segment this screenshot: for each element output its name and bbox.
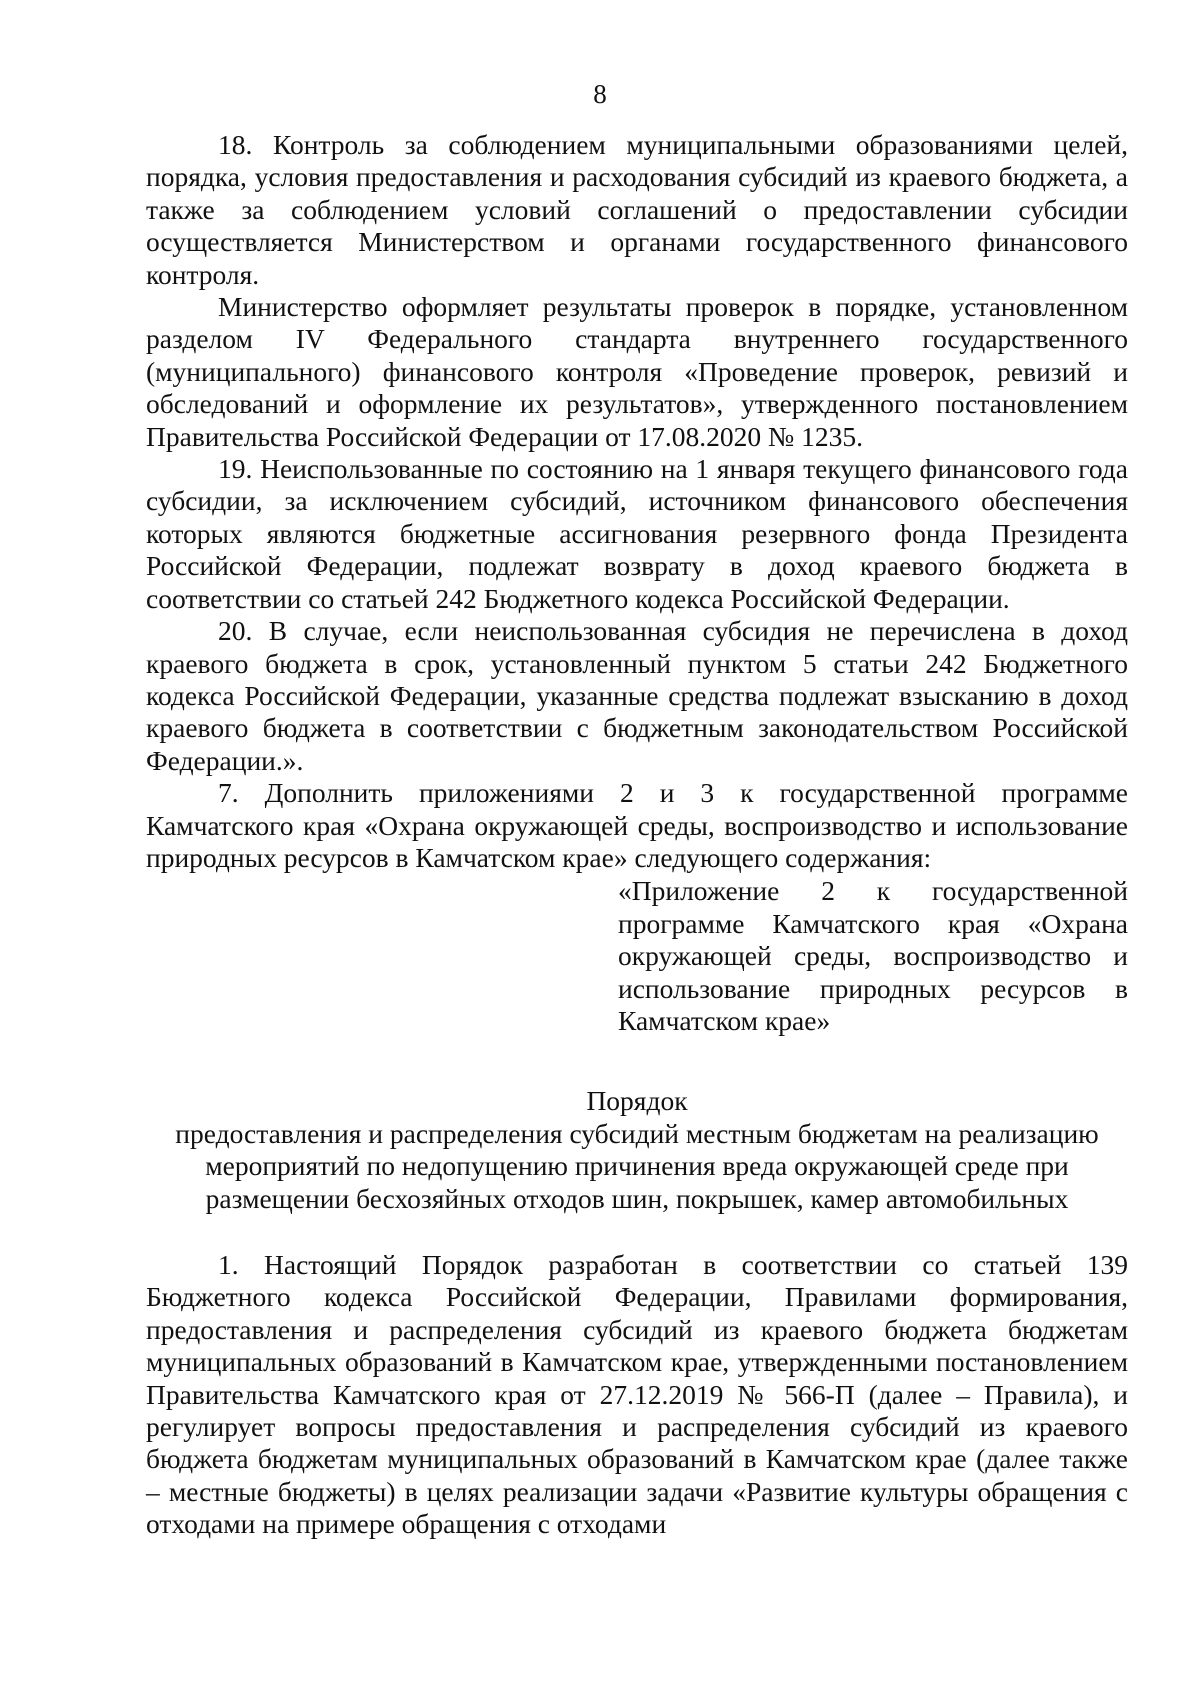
title-line-2: мероприятий по недопущению причинения вреда окружающей среде при: [205, 1150, 1069, 1182]
paragraph-18: 18. Контроль за соблюдением муниципальными образованиями целей, порядка, условия предоставления и расходования субсидий из краевого бюджета, а также за соблюдением условий соглашений о предоставлении субсидии осуществляется Министерством и органами государственного финансового контроля.: [146, 129, 1128, 290]
page-number: 8: [593, 79, 607, 109]
paragraph-20: 20. В случае, если неиспользованная субсидия не перечислена в доход краевого бюджета в срок, установленный пунктом 5 статьи 242 Бюджетного кодекса Российской Федерации, указанные средства подлежат взысканию в доход краевого бюджета в соответствии с бюджетным законодательством Российской Федерации.».: [146, 615, 1128, 776]
paragraph-18-continued: Министерство оформляет результаты проверок в порядке, установленном разделом IV Федерального стандарта внутреннего государственного (муниципального) финансового контроля «Проведение проверок, ревизий и обследований и оформление их результатов», утвержденного постановлением Правительства Российской Федерации от 17.08.2020 № 1235.: [146, 291, 1128, 452]
title-main: Порядок: [586, 1085, 688, 1117]
section-paragraph-1: 1. Настоящий Порядок разработан в соответствии со статьей 139 Бюджетного кодекса Российской Федерации, Правилами формирования, предоставления и распределения субсидий из краевого бюджета бюджетам муниципальных образований в Камчатском крае, утвержденными постановлением Правительства Камчатского края от 27.12.2019 № 566-П (далее – Правила), и регулирует вопросы предоставления и распределения субсидий из краевого бюджета бюджетам муниципальных образований в Камчатском крае (далее также – местные бюджеты) в целях реализации задачи «Развитие культуры обращения с отходами на примере обращения с отходами: [146, 1249, 1128, 1540]
paragraph-19: 19. Неиспользованные по состоянию на 1 января текущего финансового года субсидии, за исключением субсидий, источником финансового обеспечения которых являются бюджетные ассигнования резервного фонда Президента Российской Федерации, подлежат возврату в доход краевого бюджета в соответствии со статьей 242 Бюджетного кодекса Российской Федерации.: [146, 453, 1128, 614]
appendix-heading: «Приложение 2 к государственной программе Камчатского края «Охрана окружающей среды, воспроизводство и использование природных ресурсов в Камчатском крае»: [618, 875, 1128, 1036]
paragraph-7: 7. Дополнить приложениями 2 и 3 к государственной программе Камчатского края «Охрана окружающей среды, воспроизводство и использование природных ресурсов в Камчатском крае» следующего содержания:: [146, 777, 1128, 873]
title-line-3: размещении бесхозяйных отходов шин, покрышек, камер автомобильных: [205, 1182, 1069, 1214]
document-body: [146, 129, 1128, 1541]
document-title: [146, 1085, 1128, 1215]
title-line-1: предоставления и распределения субсидий местным бюджетам на реализацию: [175, 1117, 1099, 1149]
